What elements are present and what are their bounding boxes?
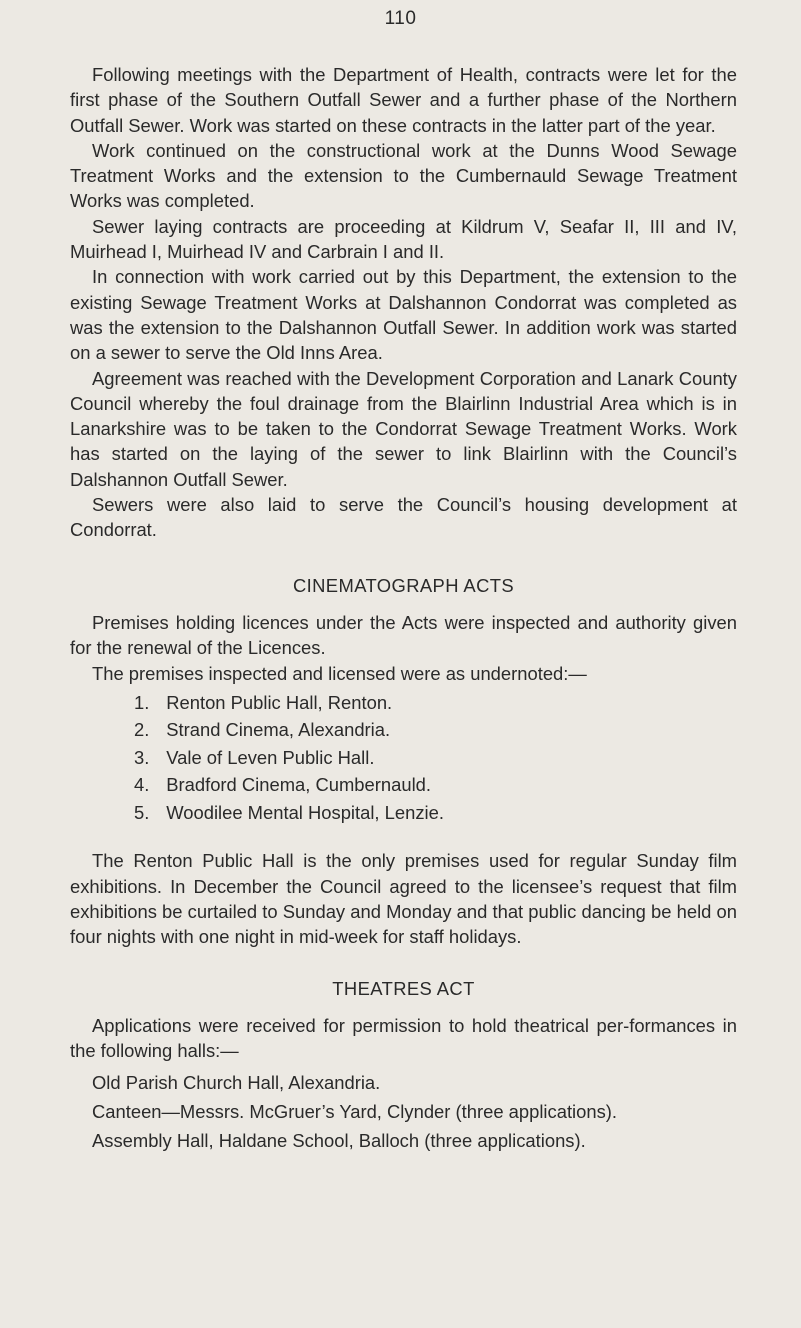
list-item: Old Parish Church Hall, Alexandria. xyxy=(92,1072,381,1094)
premises-list xyxy=(70,689,737,827)
list-item-text: Bradford Cinema, Cumbernauld. xyxy=(166,774,431,796)
list-item: Assembly Hall, Haldane School, Balloch (three applications). xyxy=(92,1130,586,1152)
paragraph: Agreement was reached with the Development Corporation and Lanark County Council whereby the foul drainage from the Blairlinn Industrial Area which is in Lanarkshire was to be taken to the Condorrat Sewage Treatment Works. Work has started on the laying of the sewer to link Blairlinn with the Council’s Dalshannon Outfall Sewer. xyxy=(70,367,737,490)
section-heading-theatres: THEATRES ACT xyxy=(332,977,475,999)
list-item xyxy=(134,716,737,744)
list-item-number: 5. xyxy=(134,801,150,823)
section-heading-cinematograph: CINEMATOGRAPH ACTS xyxy=(292,574,515,596)
paragraph: Sewers were also laid to serve the Council’s housing development at Condorrat. xyxy=(70,494,737,541)
list-item xyxy=(134,771,737,799)
paragraph: In connection with work carried out by this Department, the extension to the existing Sewage Treatment Works at Dalshannon Condorrat was completed as was the extension to the Dalshannon Outfall Sewer. In addition work was started on a sewer to serve the Old Inns Area. xyxy=(70,266,737,364)
paragraph: The premises inspected and licensed were as undernoted:— xyxy=(92,662,587,684)
list-item-text: Renton Public Hall, Renton. xyxy=(166,691,393,713)
list-item: Canteen—Messrs. McGruer’s Yard, Clynder (three applications). xyxy=(92,1101,618,1123)
list-item-number: 2. xyxy=(134,719,150,741)
page-content xyxy=(70,62,737,1155)
sewerage-section xyxy=(70,62,737,543)
paragraph: Following meetings with the Department of Health, contracts were let for the first phase of the Southern Outfall Sewer and a further phase of the Northern Outfall Sewer. Work was started on these contracts in the latter part of the year. xyxy=(70,64,737,136)
list-item-text: Woodilee Mental Hospital, Lenzie. xyxy=(166,801,444,823)
cinematograph-section xyxy=(70,573,737,950)
page-number: 110 xyxy=(384,8,417,29)
list-item-number: 1. xyxy=(134,691,150,713)
paragraph: Work continued on the constructional work at the Dunns Wood Sewage Treatment Works and the extension to the Cumbernauld Sewage Treatment Works was completed. xyxy=(70,139,737,212)
paragraph: The Renton Public Hall is the only premises used for regular Sunday film exhibitions. In December the Council agreed to the licensee’s request that film exhibitions be curtailed to Sunday and Monday and that public dancing be held on four nights with one night in mid-week for staff holidays. xyxy=(70,850,737,948)
halls-list xyxy=(70,1068,737,1155)
paragraph: Sewer laying contracts are proceeding at Kildrum V, Seafar II, III and IV, Muirhead I, Muirhead IV and Carbrain I and II. xyxy=(70,215,737,263)
list-item-text: Strand Cinema, Alexandria. xyxy=(166,719,391,741)
theatres-section xyxy=(70,976,737,1156)
paragraph: Applications were received for permission to hold theatrical per-formances in the following halls:— xyxy=(70,1014,737,1062)
list-item-number: 4. xyxy=(134,774,150,796)
list-item xyxy=(134,799,737,827)
list-item xyxy=(134,689,737,717)
list-item-text: Vale of Leven Public Hall. xyxy=(166,746,375,768)
list-item xyxy=(134,744,737,772)
paragraph: Premises holding licences under the Acts were inspected and authority given for the renewal of the Licences. xyxy=(70,611,737,659)
list-item-number: 3. xyxy=(134,746,150,768)
